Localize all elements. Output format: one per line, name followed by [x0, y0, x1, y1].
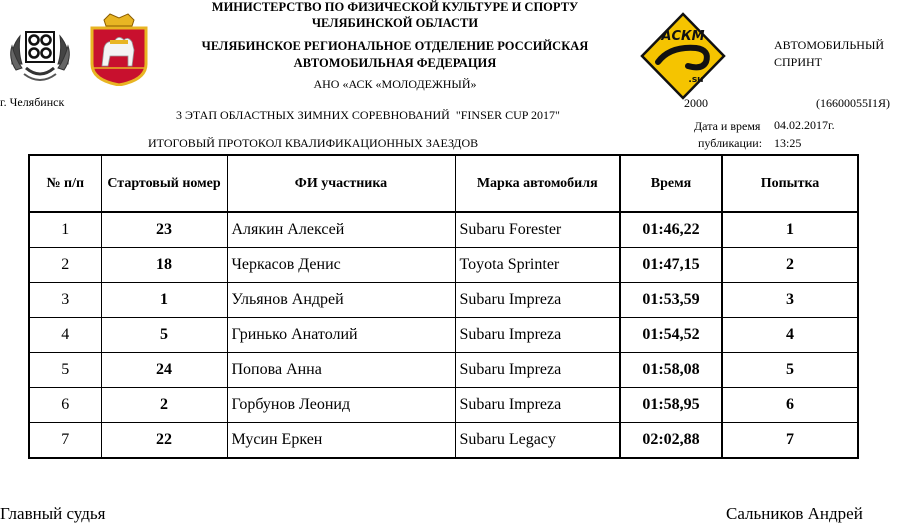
cell-time: 01:58,95	[620, 388, 722, 423]
cell-num: 1	[29, 212, 101, 248]
table-header-row	[29, 155, 858, 212]
cell-car: Subaru Impreza	[455, 353, 620, 388]
cell-attempt: 5	[722, 353, 858, 388]
cell-car: Subaru Impreza	[455, 388, 620, 423]
table-row	[29, 318, 858, 353]
ministry-title-line1: МИНИСТЕРСТВО ПО ФИЗИЧЕСКОЙ КУЛЬТУРЕ И СПОРТУ	[211, 0, 579, 14]
cell-attempt: 4	[722, 318, 858, 353]
cell-car: Subaru Legacy	[455, 423, 620, 459]
table-row	[29, 283, 858, 318]
results-table	[28, 154, 859, 459]
cell-participant: Горбунов Леонид	[227, 388, 455, 423]
ministry-title-line2: ЧЕЛЯБИНСКОЙ ОБЛАСТИ	[311, 16, 479, 30]
cell-attempt: 6	[722, 388, 858, 423]
date-label: Дата и время	[694, 119, 761, 133]
header-car: Марка автомобиля	[455, 155, 620, 212]
cell-start-number: 2	[101, 388, 227, 423]
club-name: АНО «АСК «МОЛОДЕЖНЫЙ»	[313, 77, 477, 91]
table-row	[29, 212, 858, 248]
protocol-title: ИТОГОВЫЙ ПРОТОКОЛ КВАЛИФИКАЦИОННЫХ ЗАЕЗДОВ	[148, 136, 479, 150]
cell-car: Subaru Impreza	[455, 318, 620, 353]
cell-participant: Попова Анна	[227, 353, 455, 388]
cell-participant: Ульянов Андрей	[227, 283, 455, 318]
cell-attempt: 2	[722, 248, 858, 283]
table-row	[29, 353, 858, 388]
cell-time: 01:47,15	[620, 248, 722, 283]
cell-time: 01:53,59	[620, 283, 722, 318]
askm-logo-text: АСКМ	[661, 29, 705, 44]
event-title: 3 ЭТАП ОБЛАСТНЫХ ЗИМНИХ СОРЕВНОВАНИЙ "FINSER CUP 2017"	[176, 108, 560, 122]
cell-attempt: 3	[722, 283, 858, 318]
ministry-logo-icon	[6, 18, 74, 88]
discipline-line2: СПРИНТ	[774, 55, 823, 69]
chief-judge-label: Главный судья	[0, 504, 106, 523]
cell-start-number: 24	[101, 353, 227, 388]
cell-car: Subaru Impreza	[455, 283, 620, 318]
coat-of-arms-icon	[88, 12, 150, 86]
askm-logo-icon	[640, 12, 726, 100]
cell-participant: Алякин Алексей	[227, 212, 455, 248]
publication-label: публикации:	[698, 136, 763, 150]
cell-time: 01:54,52	[620, 318, 722, 353]
header-time: Время	[620, 155, 722, 212]
cell-participant: Черкасов Денис	[227, 248, 455, 283]
cell-num: 4	[29, 318, 101, 353]
cell-attempt: 1	[722, 212, 858, 248]
cell-num: 3	[29, 283, 101, 318]
cell-car: Toyota Sprinter	[455, 248, 620, 283]
cell-time: 01:58,08	[620, 353, 722, 388]
header-attempt: Попытка	[722, 155, 858, 212]
cell-start-number: 22	[101, 423, 227, 459]
cell-start-number: 23	[101, 212, 227, 248]
cell-num: 7	[29, 423, 101, 459]
cell-num: 2	[29, 248, 101, 283]
cell-time: 02:02,88	[620, 423, 722, 459]
cell-participant: Гринько Анатолий	[227, 318, 455, 353]
registration-number: (16600055I1Я)	[816, 96, 890, 110]
table-row	[29, 423, 858, 459]
cell-num: 6	[29, 388, 101, 423]
cell-car: Subaru Forester	[455, 212, 620, 248]
cell-attempt: 7	[722, 423, 858, 459]
city: г. Челябинск	[0, 95, 65, 109]
askm-logo-sub: .su	[688, 75, 704, 85]
cell-time: 01:46,22	[620, 212, 722, 248]
cell-start-number: 18	[101, 248, 227, 283]
federation-title-line1: ЧЕЛЯБИНСКОЕ РЕГИОНАЛЬНОЕ ОТДЕЛЕНИЕ РОССИЙСКАЯ	[201, 39, 589, 53]
discipline-line1: АВТОМОБИЛЬНЫЙ	[774, 38, 885, 52]
federation-title-line2: АВТОМОБИЛЬНАЯ ФЕДЕРАЦИЯ	[293, 56, 497, 70]
event-code: 2000	[684, 96, 708, 110]
header-participant: ФИ участника	[227, 155, 455, 212]
table-row	[29, 248, 858, 283]
date-value: 04.02.2017г.	[774, 118, 835, 132]
cell-num: 5	[29, 353, 101, 388]
cell-participant: Мусин Еркен	[227, 423, 455, 459]
table-row	[29, 388, 858, 423]
header-num: № п/п	[29, 155, 101, 212]
cell-start-number: 5	[101, 318, 227, 353]
chief-judge-name: Сальников Андрей	[726, 504, 863, 523]
cell-start-number: 1	[101, 283, 227, 318]
publication-time: 13:25	[774, 136, 802, 150]
header-start-number: Стартовый номер	[101, 155, 227, 212]
